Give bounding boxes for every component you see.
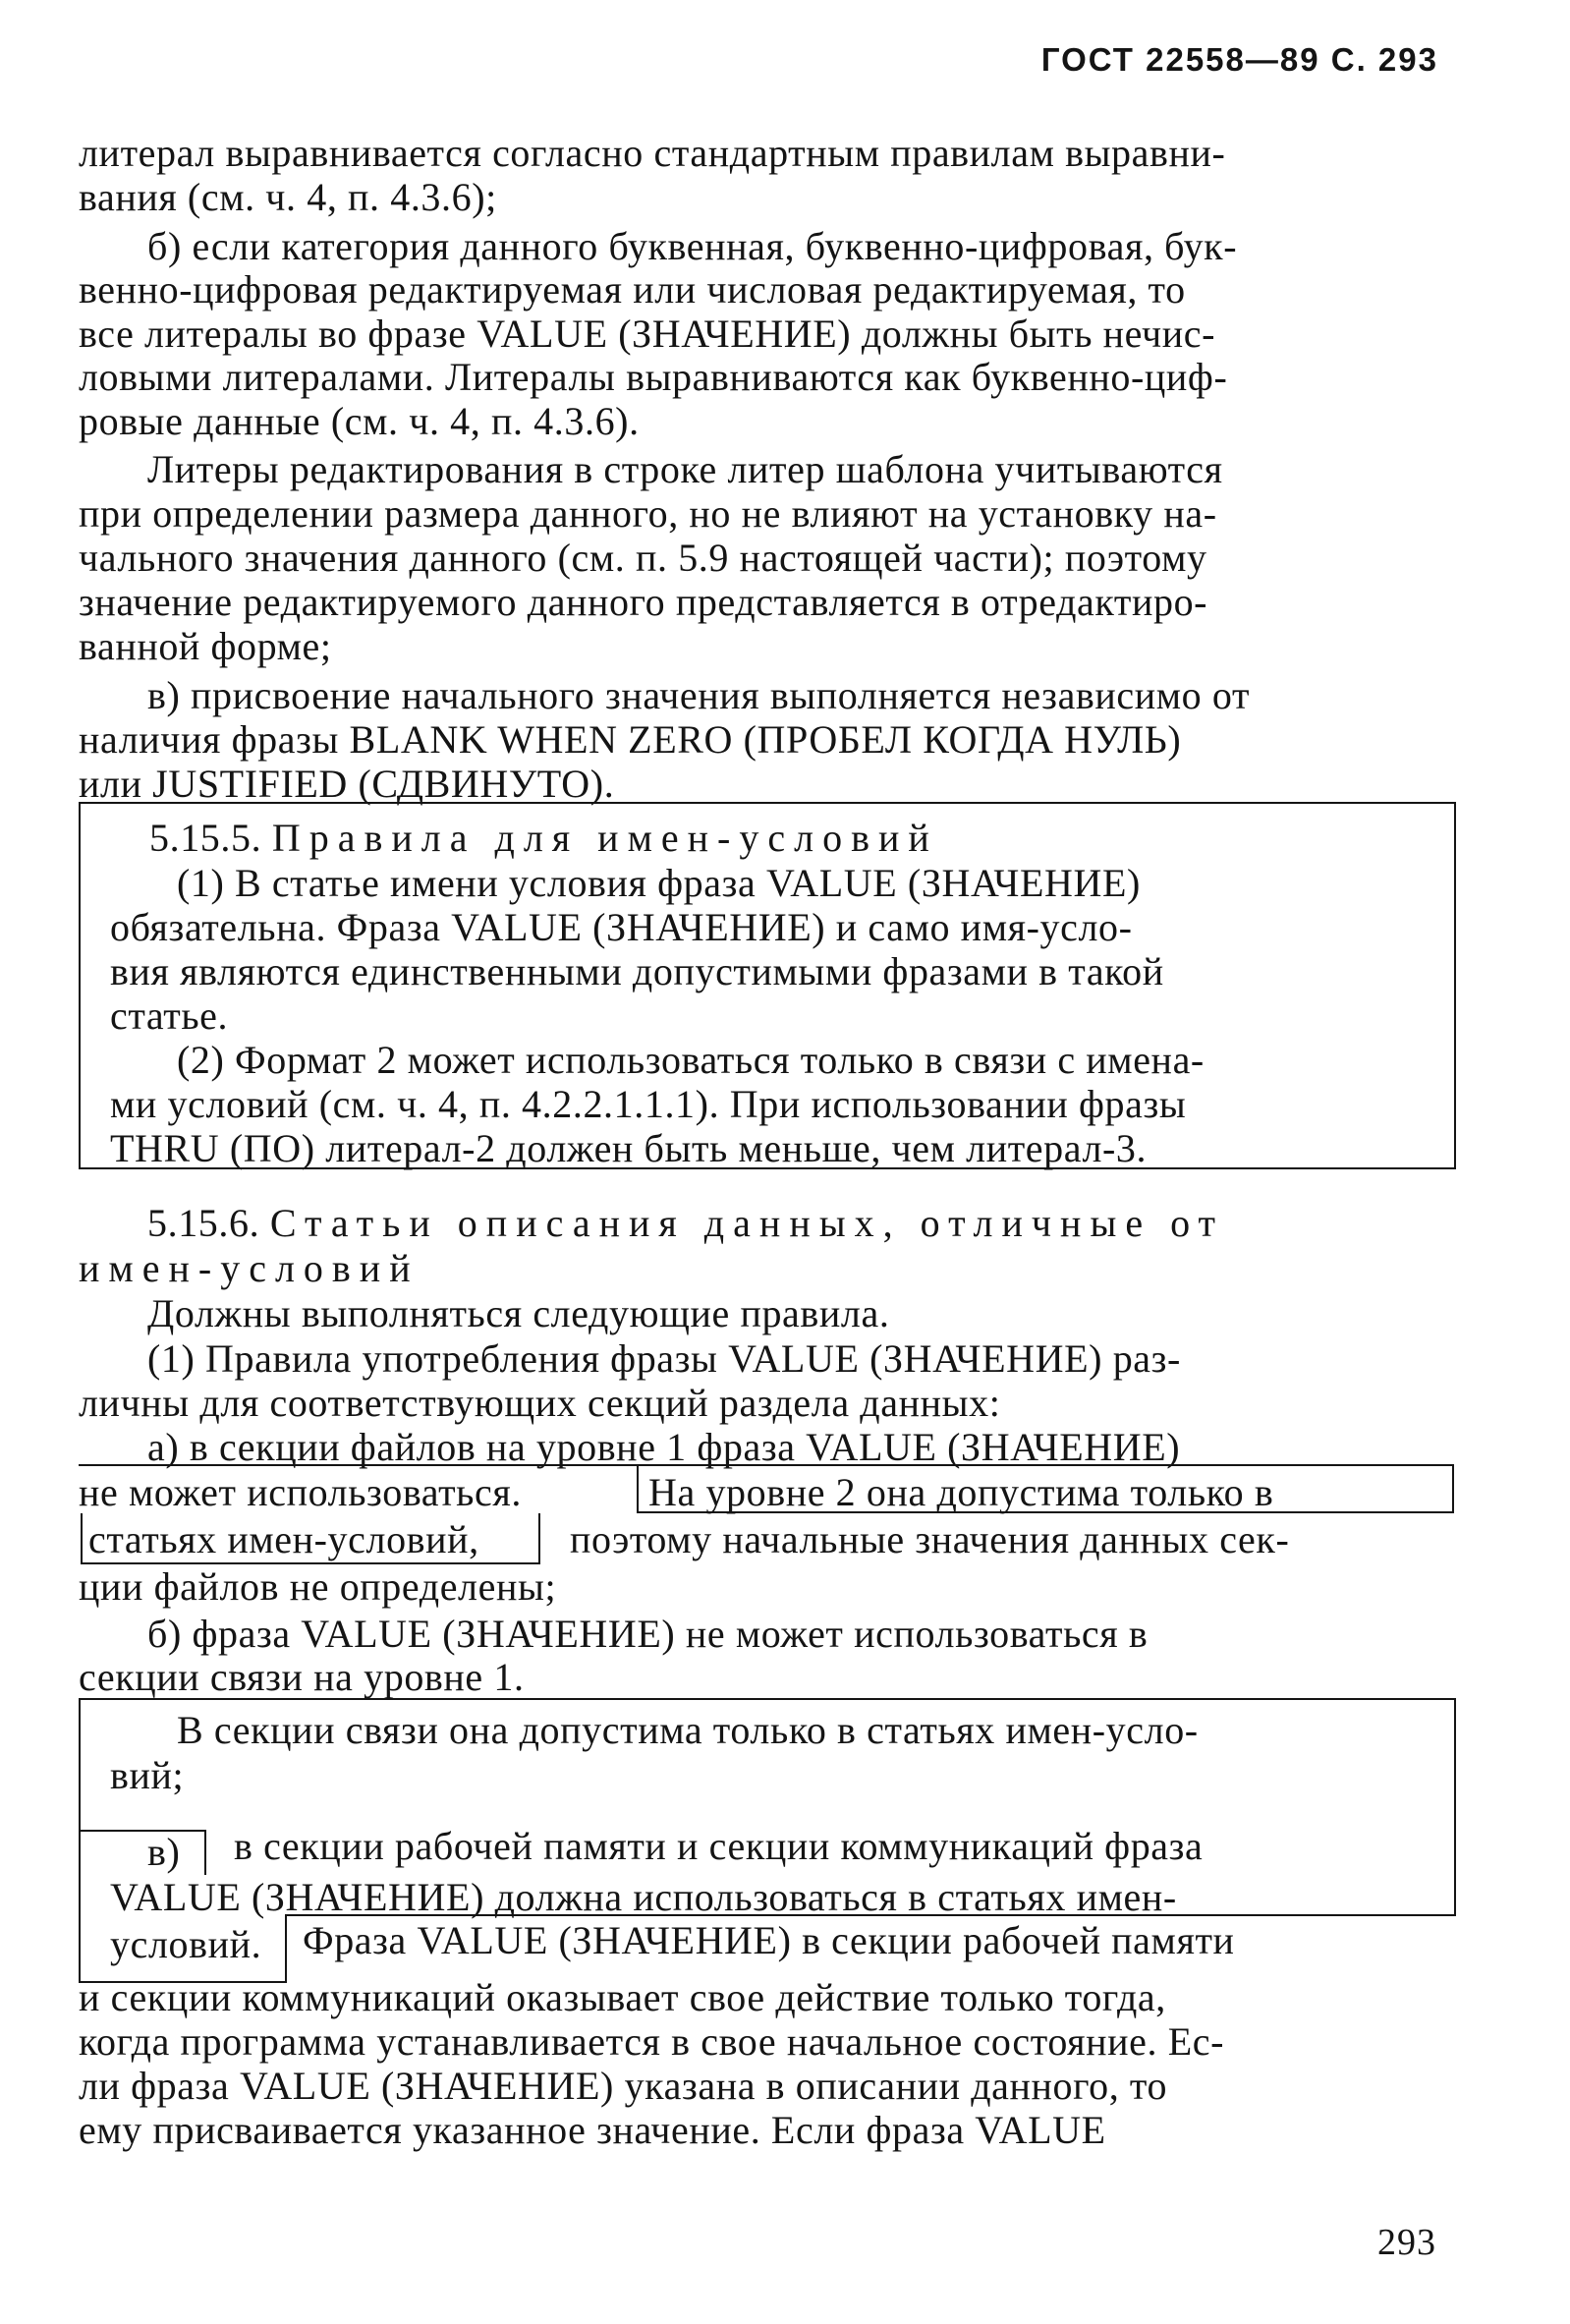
text-line: личны для соответствующих секций раздела данных:: [79, 1381, 1001, 1425]
text-line: вия являются единственными допустимыми фразами в такой: [110, 949, 1164, 993]
text-line: б) фраза VALUE (ЗНАЧЕНИЕ) не может использоваться в: [147, 1612, 1149, 1656]
section-title: Правила для имен-условий: [271, 816, 938, 860]
text-line: обязательна. Фраза VALUE (ЗНАЧЕНИЕ) и само имя-усло-: [110, 905, 1133, 949]
section-title: Статьи описания данных, отличные от: [269, 1201, 1225, 1245]
text-line: (1) Правила употребления фразы VALUE (ЗНАЧЕНИЕ) раз-: [147, 1336, 1181, 1381]
text-line: при определении размера данного, но не влияют на установку на-: [79, 491, 1217, 536]
text-line: не может использоваться.: [79, 1470, 522, 1514]
text-line: ловыми литералами. Литералы выравниваются как буквенно-циф-: [79, 355, 1228, 399]
text-line: все литералы во фразе VALUE (ЗНАЧЕНИЕ) должны быть нечис-: [79, 312, 1216, 356]
text-line: в секции рабочей памяти и секции коммуникаций фраза: [234, 1824, 1204, 1868]
text-line: VALUE (ЗНАЧЕНИЕ) должна использоваться в статьях имен-: [110, 1875, 1177, 1919]
box-rule: [285, 1916, 287, 1983]
box-rule: [79, 1698, 81, 1877]
box-rule: [79, 1464, 1454, 1466]
box-rule: [1452, 1464, 1454, 1513]
text-line: секции связи на уровне 1.: [79, 1655, 525, 1699]
text-line: и секции коммуникаций оказывает свое действие только тогда,: [79, 1975, 1166, 2019]
running-head: ГОСТ 22558—89 С. 293: [1040, 41, 1438, 78]
text-line: ли фраза VALUE (ЗНАЧЕНИЕ) указана в описании данного, то: [79, 2064, 1168, 2108]
section-number: 5.15.6.: [147, 1201, 260, 1245]
box-rule: [538, 1513, 540, 1564]
section-heading: [149, 816, 938, 861]
text-line: статье.: [110, 993, 229, 1038]
box-rule: [79, 802, 1456, 804]
section-heading: [147, 1201, 1224, 1246]
text-line: а) в секции файлов на уровне 1 фраза VALUE (ЗНАЧЕНИЕ): [147, 1425, 1181, 1469]
text-line: THRU (ПО) литерал-2 должен быть меньше, чем литерал-3.: [110, 1126, 1148, 1170]
text-line: когда программа устанавливается в свое начальное состояние. Ес-: [79, 2019, 1225, 2064]
text-line: наличия фразы BLANK WHEN ZERO (ПРОБЕЛ КОГДА НУЛЬ): [79, 717, 1182, 762]
page-number: 293: [1377, 2222, 1436, 2263]
box-rule: [79, 1875, 81, 1983]
box-rule: [79, 1698, 1456, 1700]
text-line: поэтому начальные значения данных сек-: [570, 1517, 1290, 1561]
text-line: литерал выравнивается согласно стандартным правилам выравни-: [79, 131, 1226, 175]
box-rule: [79, 802, 81, 1169]
text-line: значение редактируемого данного представляется в отредактиро-: [79, 580, 1208, 624]
box-rule: [637, 1511, 1454, 1513]
boxed-text: На уровне 2 она допустима только в: [648, 1470, 1274, 1514]
text-line: (2) Формат 2 может использоваться только в связи с имена-: [177, 1038, 1205, 1082]
text-line: ции файлов не определены;: [79, 1564, 557, 1609]
section-number: 5.15.5.: [149, 816, 262, 860]
text-line: имен-условий: [79, 1246, 420, 1290]
text-line: ему присваивается указанное значение. Если фраза VALUE: [79, 2108, 1106, 2152]
box-rule: [81, 1513, 83, 1564]
text-line: чального значения данного (см. п. 5.9 настоящей части); поэтому: [79, 536, 1207, 580]
text-line: в) присвоение начального значения выполняется независимо от: [147, 673, 1251, 717]
text-line: Литеры редактирования в строке литер шаблона учитываются: [147, 447, 1223, 491]
text-line: В секции связи она допустима только в статьях имен-усло-: [177, 1708, 1199, 1752]
text-line: б) если категория данного буквенная, буквенно-цифровая, бук-: [147, 224, 1238, 268]
text-line: Фраза VALUE (ЗНАЧЕНИЕ) в секции рабочей памяти: [303, 1918, 1235, 1962]
box-rule: [79, 1830, 206, 1832]
text-line: вий;: [110, 1753, 185, 1797]
box-rule: [1454, 1698, 1456, 1914]
box-rule: [637, 1464, 639, 1513]
text-line: (1) В статье имени условия фраза VALUE (ЗНАЧЕНИЕ): [177, 861, 1141, 905]
text-line: ровые данные (см. ч. 4, п. 4.3.6).: [79, 399, 640, 443]
text-line: условий.: [110, 1922, 262, 1966]
boxed-text: статьях имен-условий,: [88, 1517, 479, 1561]
box-rule: [1454, 802, 1456, 1169]
text-line: ми условий (см. ч. 4, п. 4.2.2.1.1.1). При использовании фразы: [110, 1082, 1187, 1126]
text-line: ванной форме;: [79, 624, 332, 668]
text-line: в): [147, 1830, 181, 1874]
text-line: Должны выполняться следующие правила.: [147, 1291, 890, 1335]
box-rule: [204, 1830, 206, 1875]
text-line: или JUSTIFIED (СДВИНУТО).: [79, 762, 615, 806]
text-line: венно-цифровая редактируемая или числовая редактируемая, то: [79, 267, 1186, 312]
text-line: вания (см. ч. 4, п. 4.3.6);: [79, 175, 497, 219]
